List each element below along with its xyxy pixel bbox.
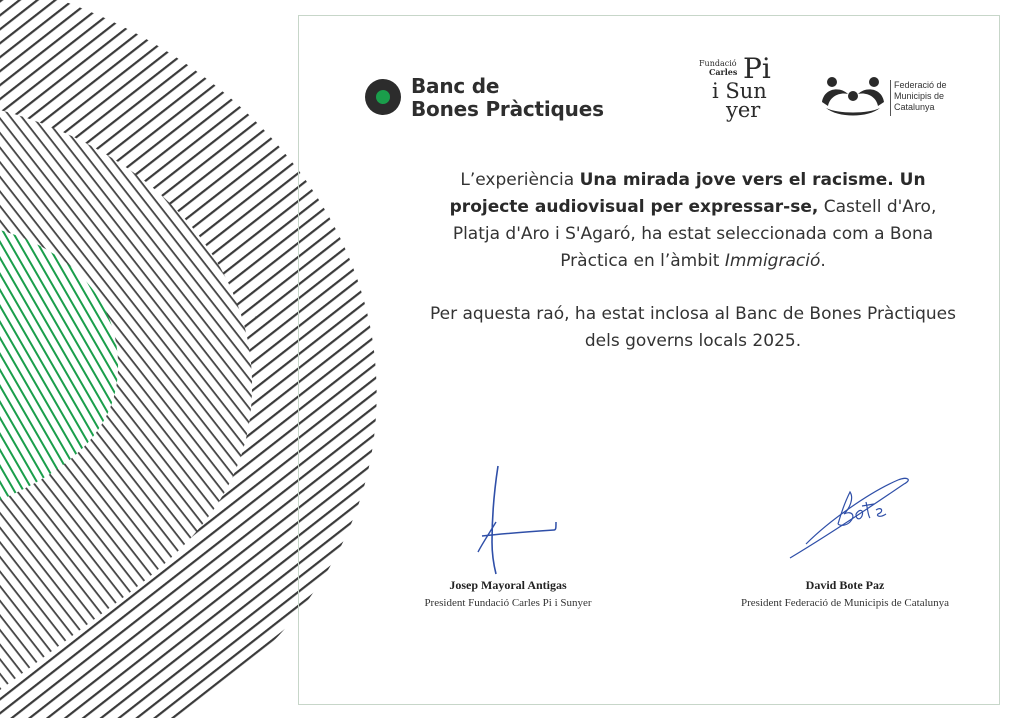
- circle-dot-icon: [365, 79, 401, 115]
- signatory-1-name: Josep Mayoral Antigas: [449, 578, 567, 592]
- fmc-divider: [890, 80, 891, 116]
- signature-bote-image: [780, 470, 920, 570]
- p1-end: .: [820, 251, 826, 271]
- fmc-people-icon: [818, 72, 888, 118]
- pi-logo-fundacio: Fundació: [699, 59, 737, 68]
- fmc-logo-text: [894, 80, 947, 113]
- practice-area: Immigració: [724, 251, 821, 271]
- practice-title: Una mirada jove vers el racisme. Un projecte audiovisual per expressar-se,: [449, 170, 926, 217]
- fmc-line1: Federació de: [894, 80, 947, 90]
- pi-logo-isun: i Sun: [712, 79, 767, 103]
- fmc-line2: Municipis de: [894, 91, 945, 101]
- pi-logo-yer: yer: [726, 98, 761, 122]
- signatory-2-role: President Federació de Municipis de Catalunya: [740, 597, 950, 609]
- p1-prefix: L’experiència: [460, 170, 580, 190]
- pi-logo-pi: Pi: [743, 52, 771, 85]
- body-paragraph-2: Per aquesta raó, ha estat inclosa al Banc de Bones Pràctiques dels governs locals 2025.: [430, 304, 956, 351]
- fmc-line3: Catalunya: [894, 102, 935, 112]
- signatory-2: [700, 578, 990, 609]
- banc-logo-line2: Bones Pràctiques: [411, 97, 604, 121]
- certificate-body: [428, 167, 958, 355]
- signatory-1-role: President Fundació Carles Pi i Sunyer: [424, 597, 592, 609]
- signatory-1: [378, 578, 638, 609]
- banc-bones-practiques-logo: [365, 72, 645, 124]
- fmc-logo: [818, 72, 968, 118]
- p1-rest: Castell d'Aro, Platja d'Aro i S'Agaró, ha estat seleccionada com a Bona Pràctica en l’àmbit: [452, 197, 937, 271]
- signatory-2-name: David Bote Paz: [805, 578, 885, 592]
- body-paragraph-1: [428, 167, 958, 275]
- signature-mayoral-image: [470, 462, 570, 582]
- fundacio-pi-sunyer-logo: [696, 52, 786, 126]
- pi-logo-carles: Carles: [709, 67, 738, 77]
- banc-logo-line1: Banc de: [411, 74, 500, 98]
